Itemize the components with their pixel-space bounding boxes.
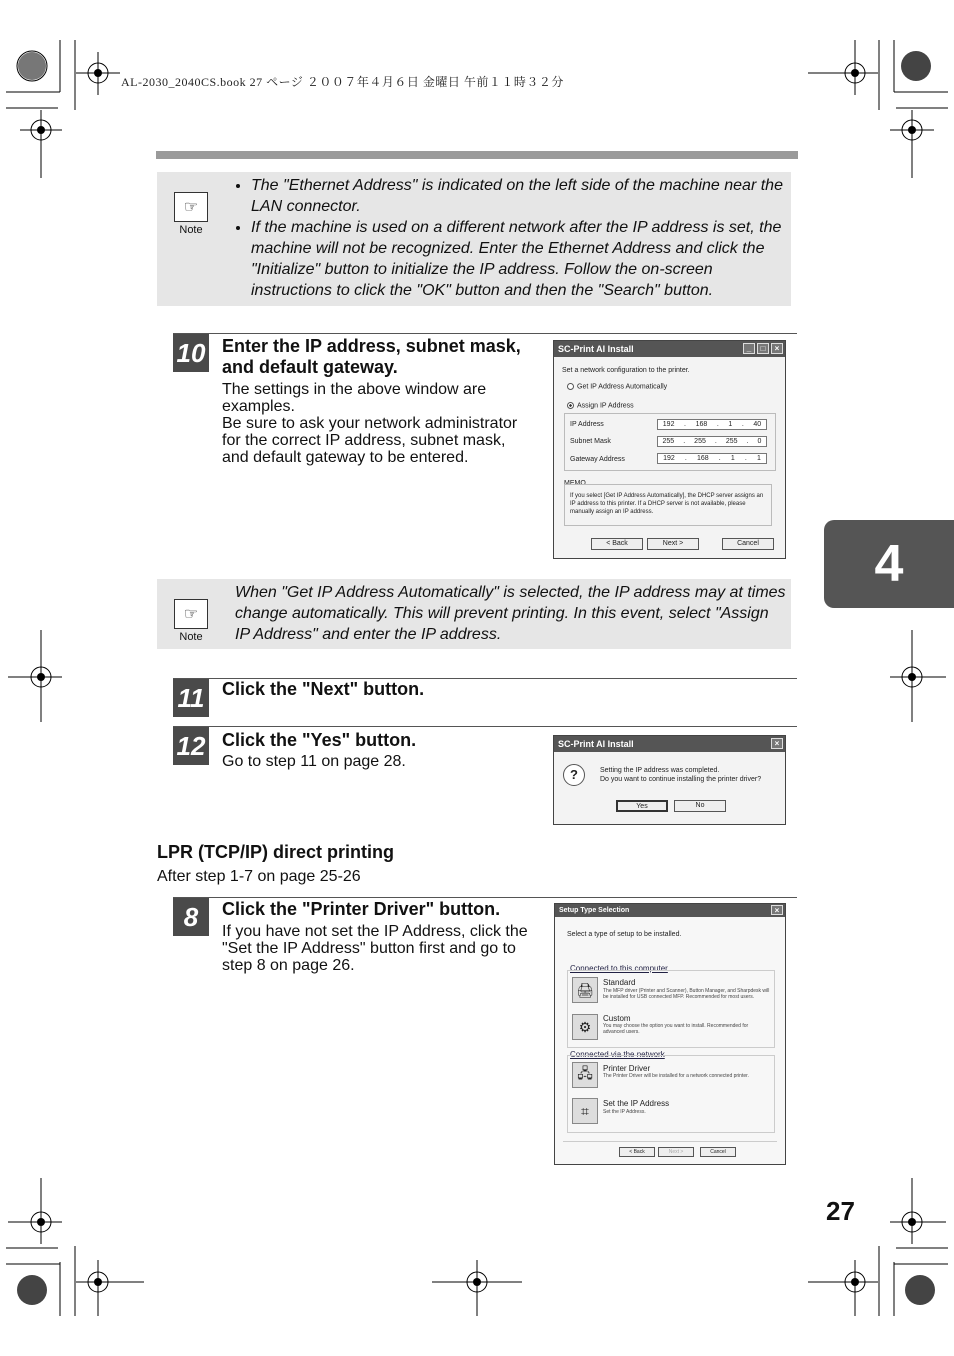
dialog-title: SC-Print AI Install — [558, 344, 634, 354]
radio-assign-ip[interactable] — [567, 402, 634, 409]
step-title: Click the "Next" button. — [222, 679, 425, 699]
ip-config-dialog — [553, 340, 786, 559]
dialog-title: Setup Type Selection — [559, 907, 630, 914]
note-pointing-hand-icon: ☞ — [174, 599, 208, 629]
note-text — [231, 175, 787, 301]
step-number: 10 — [173, 334, 209, 372]
gateway-field[interactable]: 192 . 168 . 1 . 1 — [657, 453, 767, 464]
maximize-icon[interactable]: □ — [757, 343, 769, 354]
set-ip-description: Set the IP Address. — [603, 1109, 646, 1115]
dialog-prompt: Select a type of setup to be installed. — [567, 931, 682, 938]
octet: 1 — [728, 421, 733, 428]
octet: 168 — [695, 421, 708, 428]
dialog-message-line2: Do you want to continue installing the printer driver? — [600, 776, 762, 783]
close-icon[interactable]: × — [771, 738, 783, 749]
step-body: Go to step 11 on page 28. — [222, 753, 406, 770]
chapter-tab: 4 — [824, 520, 954, 608]
custom-description: You may choose the option you want to install. Recommended for advanced users. — [603, 1023, 749, 1035]
memo-text: If you select [Get IP Address Automatically], the DHCP server assigns an IP address to this printer. If a DHCP server is not available, please manually assign an IP address. — [570, 493, 764, 515]
close-icon[interactable]: × — [771, 343, 783, 354]
dialog-title: SC-Print AI Install — [558, 739, 634, 749]
octet: 40 — [753, 421, 762, 428]
set-ip-label[interactable]: Set the IP Address — [603, 1099, 670, 1108]
group-box-network — [567, 1055, 775, 1133]
dialog-prompt: Set a network configuration to the printer. — [562, 367, 690, 374]
note-bullet: • The "Ethernet Address" is indicated on the left side of the machine near the LAN connector. — [251, 175, 787, 217]
next-button[interactable]: Next > — [647, 538, 699, 550]
memo-label: MEMO — [564, 480, 586, 487]
top-bar — [156, 151, 798, 159]
dialog-message-line1: Setting the IP address was completed. — [600, 767, 720, 774]
note-pointing-hand-icon: ☞ — [174, 192, 208, 222]
step-body: The settings in the above window are examples. Be sure to ask your network administrator for the correct IP address, subnet mask, and default gateway to be entered. — [222, 381, 518, 466]
step-rule — [173, 726, 797, 727]
subnet-mask-label: Subnet Mask — [570, 438, 611, 445]
group-title-network: Connected via the network — [570, 1050, 665, 1059]
file-header: AL-2030_2040CS.book 27 ページ ２００７年４月６日 金曜日 午前１１時３２分 — [121, 75, 564, 89]
cancel-button[interactable]: Cancel — [700, 1147, 736, 1157]
step-title: Enter the IP address, subnet mask, and default gateway. — [222, 336, 521, 377]
octet: 1 — [756, 455, 761, 462]
radio-label: Get IP Address Automatically — [577, 383, 668, 391]
section-title: LPR (TCP/IP) direct printing — [157, 842, 394, 862]
octet: 0 — [757, 438, 762, 445]
gateway-label: Gateway Address — [570, 456, 625, 463]
page-number: 27 — [826, 1196, 855, 1226]
group-box-local — [567, 970, 775, 1048]
standard-setup-icon[interactable]: 🖨 — [572, 977, 598, 1003]
custom-setup-icon[interactable]: ⚙ — [572, 1014, 598, 1040]
note-label: Note — [179, 224, 203, 236]
back-button[interactable]: < Back — [591, 538, 643, 550]
note-box-2 — [157, 579, 791, 649]
divider — [563, 1141, 777, 1142]
ip-address-field[interactable]: 192 . 168 . 1 . 40 — [657, 419, 767, 430]
radio-get-ip-auto[interactable] — [567, 383, 667, 390]
step-number: 11 — [173, 679, 209, 717]
printer-driver-description: The Printer Driver will be installed for a network connected printer. — [603, 1073, 749, 1079]
step-number: 12 — [173, 727, 209, 765]
dialog-title-bar — [554, 736, 785, 752]
printer-driver-icon[interactable]: 🖧 — [572, 1062, 598, 1088]
group-title-local: Connected to this computer — [570, 964, 668, 973]
question-icon: ? — [563, 764, 585, 786]
no-button[interactable]: No — [674, 800, 726, 812]
octet: 192 — [663, 455, 675, 462]
note-box-1 — [157, 172, 791, 306]
radio-label: Assign IP Address — [577, 402, 634, 410]
next-button[interactable]: Next > — [658, 1147, 694, 1157]
subnet-mask-field[interactable]: 255 . 255 . 255 . 0 — [657, 436, 767, 447]
octet: 1 — [730, 455, 735, 462]
completion-dialog — [553, 735, 786, 825]
step-rule — [173, 897, 797, 898]
ip-address-label: IP Address — [570, 421, 604, 428]
dialog-title-bar — [554, 341, 785, 357]
octet: 255 — [694, 438, 706, 445]
radio-selected-icon — [567, 402, 574, 409]
step-title: Click the "Yes" button. — [222, 730, 417, 750]
step-title: Click the "Printer Driver" button. — [222, 899, 501, 919]
standard-label[interactable]: Standard — [603, 978, 636, 987]
octet: 255 — [662, 438, 675, 445]
custom-label[interactable]: Custom — [603, 1014, 631, 1023]
step-number: 8 — [173, 898, 209, 936]
dialog-title-bar — [555, 904, 785, 917]
radio-icon — [567, 383, 574, 390]
note-label: Note — [179, 631, 203, 643]
yes-button[interactable]: Yes — [616, 800, 668, 812]
octet: 168 — [696, 455, 709, 462]
close-icon[interactable]: × — [771, 905, 783, 915]
step-body: If you have not set the IP Address, click the "Set the IP Address" button first and go to step 8 on page 26. — [222, 923, 528, 974]
note-bullet-list — [231, 175, 787, 301]
octet: 192 — [662, 421, 675, 428]
printer-driver-label[interactable]: Printer Driver — [603, 1064, 651, 1073]
setup-type-dialog — [554, 903, 786, 1165]
octet: 255 — [725, 438, 738, 445]
back-button[interactable]: < Back — [619, 1147, 655, 1157]
cancel-button[interactable]: Cancel — [722, 538, 774, 550]
note-text: When "Get IP Address Automatically" is selected, the IP address may at times change automatically. This will prevent printing. In this event, select "Assign IP Address" and enter the IP address. — [235, 584, 786, 643]
section-subtitle: After step 1-7 on page 25-26 — [157, 868, 361, 885]
standard-description: The MFP driver (Printer and Scanner), Button Manager, and Sharpdesk will be installed for USB connected MFP. Recommended for most users. — [603, 988, 770, 1000]
note-bullet: • If the machine is used on a different network after the IP address is set, the machine will not be recognized. Enter the Ethernet Address and click the "Initialize" button to initialize the IP address. Follow the on-screen instructions to click the "OK" button and then the "Search" button. — [251, 217, 787, 301]
step-rule — [173, 333, 797, 334]
set-ip-icon[interactable]: ⌗ — [572, 1098, 598, 1124]
minimize-icon[interactable]: _ — [743, 343, 755, 354]
